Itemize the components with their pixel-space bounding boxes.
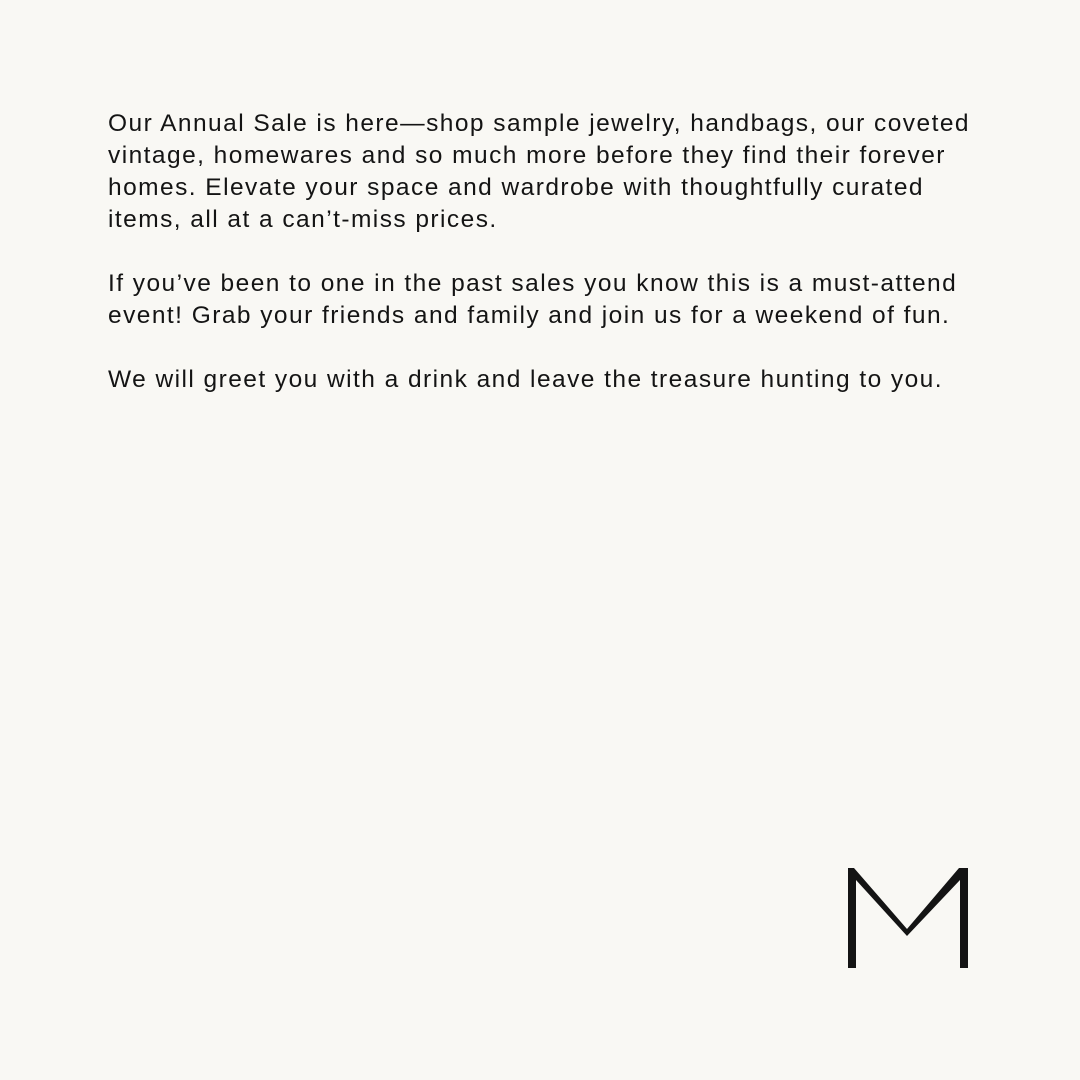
paragraph-greeting: We will greet you with a drink and leave the treasure hunting to you. <box>108 366 944 393</box>
paragraph-past-sales: If you’ve been to one in the past sales you know this is a must-attend event! Grab your friends and family and join us for a weekend of fun. <box>108 270 958 329</box>
post-copy <box>108 108 978 396</box>
paragraph-intro: Our Annual Sale is here—shop sample jewelry, handbags, our coveted vintage, homewares and so much more before they find their forever homes. Elevate your space and wardrobe with thoughtfully curated items, all at a can’t-miss prices. <box>108 110 970 233</box>
brand-logo <box>844 866 970 970</box>
brand-logo-m-icon <box>844 866 970 970</box>
